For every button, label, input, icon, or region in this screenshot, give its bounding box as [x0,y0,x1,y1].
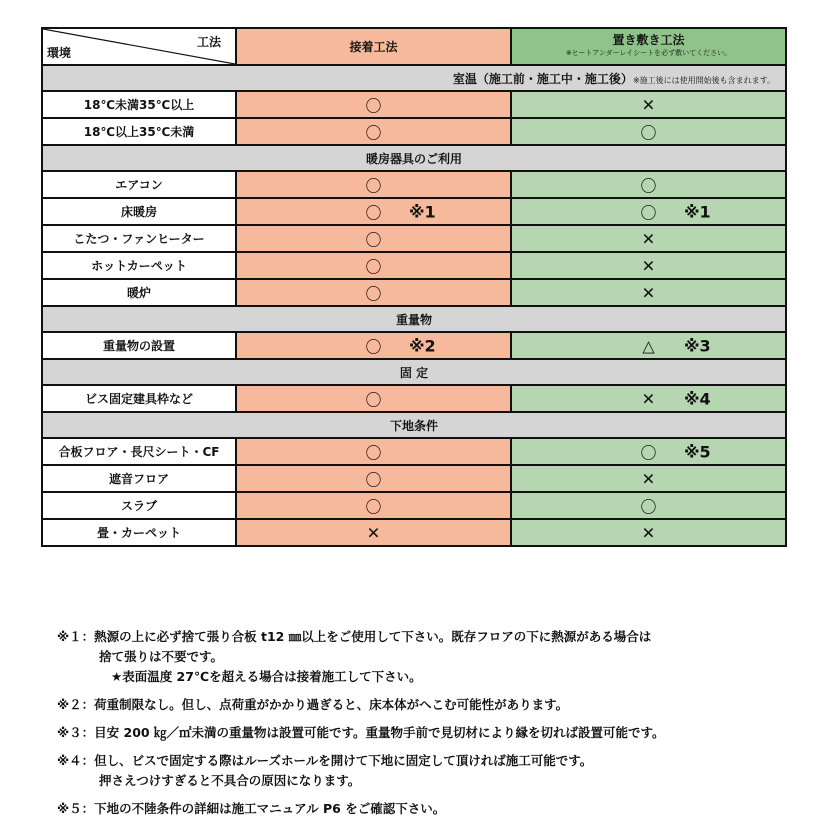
laying-symbol: 〇 [640,123,657,142]
adhesive-symbol: 〇 [365,390,382,409]
environment-label: こたつ・ファンヒーター [42,225,236,252]
section-header-row [42,359,786,385]
adhesive-mark [237,253,510,278]
adhesive-method-header: 接着工法 [236,28,511,65]
laying-footnote-ref: ※1 [683,202,711,221]
corner-environment-label: 環境 [47,46,72,60]
laying-cell [511,519,786,546]
footnote-4-line2: 押さえつけすぎると不具合の原因になります。 [99,773,361,788]
section-header-row [42,65,786,91]
laying-cell [511,465,786,492]
adhesive-cell [236,385,511,412]
section-title: 暖房器具のご利用 [365,151,462,166]
laying-symbol: 〇 [640,203,657,222]
adhesive-symbol: 〇 [365,337,382,356]
laying-cell [511,171,786,198]
laying-symbol: ✕ [641,95,656,114]
adhesive-symbol: 〇 [365,497,382,516]
adhesive-mark [237,280,510,305]
adhesive-cell [236,438,511,465]
table-header-row [42,28,786,65]
laying-method-title: 置き敷き工法 [612,32,685,47]
table-row [42,118,786,145]
laying-mark [512,520,785,545]
laying-mark [512,466,785,491]
table-row [42,385,786,412]
laying-mark [512,439,785,464]
environment-label: スラブ [42,492,236,519]
section-title: 下地条件 [389,418,438,433]
section-header [42,359,786,385]
table-row [42,465,786,492]
laying-cell [511,385,786,412]
adhesive-symbol: 〇 [365,230,382,249]
laying-mark [512,226,785,251]
laying-symbol: △ [642,336,655,355]
footnote-1-line3: ★表面温度 27℃を超える場合は接着施工して下さい。 [111,669,422,684]
table-row [42,171,786,198]
adhesive-symbol: 〇 [365,176,382,195]
environment-label: ホットカーペット [42,252,236,279]
environment-label: 遮音フロア [42,465,236,492]
section-note: ※施工後には使用開始後も含まれます。 [632,75,775,85]
laying-mark [512,92,785,117]
section-title: 固 定 [399,365,429,380]
adhesive-symbol: 〇 [365,257,382,276]
laying-cell [511,198,786,225]
adhesive-symbol: 〇 [365,123,382,142]
adhesive-mark [237,466,510,491]
laying-method-header [511,28,786,65]
laying-symbol: ✕ [641,283,656,302]
footnote-1-line2: 捨て張りは不要です。 [99,649,224,664]
environment-label: 18℃未満35℃以上 [42,91,236,118]
laying-mark [512,199,785,224]
adhesive-mark [237,493,510,518]
section-title: 室温（施工前・施工中・施工後） [452,71,633,86]
adhesive-cell [236,171,511,198]
section-header [42,412,786,438]
laying-method-note: ※ヒートアンダーレイシートを必ず敷いてください。 [565,48,732,57]
adhesive-mark [237,199,510,224]
adhesive-mark [237,386,510,411]
footnote-1-line1: ※１：熱源の上に必ず捨て張り合板 t12 ㎜以上をご使用して下さい。既存フロアの下に熱源がある場合は [57,629,652,644]
adhesive-cell [236,91,511,118]
laying-symbol: ✕ [641,523,656,542]
table-row [42,91,786,118]
laying-footnote-ref: ※4 [683,389,711,408]
laying-symbol: ✕ [641,389,656,408]
adhesive-cell [236,198,511,225]
section-header [42,306,786,332]
table-row [42,279,786,306]
laying-cell [511,91,786,118]
footnotes [57,627,807,819]
adhesive-mark [237,119,510,144]
laying-cell [511,492,786,519]
adhesive-symbol: 〇 [365,203,382,222]
environment-label: 18℃以上35℃未満 [42,118,236,145]
table-row [42,492,786,519]
adhesive-cell [236,332,511,359]
adhesive-symbol: ✕ [366,523,381,542]
laying-footnote-ref: ※3 [683,336,711,355]
adhesive-mark [237,172,510,197]
section-header [42,65,786,91]
laying-footnote-ref: ※5 [683,442,711,461]
environment-label: 重量物の設置 [42,332,236,359]
laying-cell [511,225,786,252]
adhesive-cell [236,492,511,519]
table-row [42,198,786,225]
section-title: 重量物 [395,312,432,327]
laying-symbol: ✕ [641,256,656,275]
adhesive-cell [236,279,511,306]
compatibility-table [41,27,787,547]
laying-cell [511,118,786,145]
laying-symbol: ✕ [641,229,656,248]
adhesive-footnote-ref: ※2 [408,336,436,355]
laying-symbol: 〇 [640,443,657,462]
laying-symbol: ✕ [641,469,656,488]
adhesive-symbol: 〇 [365,443,382,462]
corner-method-label: 工法 [196,35,221,49]
section-header-row [42,145,786,171]
adhesive-mark [237,92,510,117]
adhesive-symbol: 〇 [365,96,382,115]
adhesive-mark [237,439,510,464]
adhesive-mark [237,226,510,251]
laying-symbol: 〇 [640,497,657,516]
environment-label: エアコン [42,171,236,198]
adhesive-cell [236,465,511,492]
adhesive-footnote-ref: ※1 [408,202,436,221]
table-row [42,252,786,279]
laying-mark [512,253,785,278]
environment-label: 床暖房 [42,198,236,225]
adhesive-mark [237,520,510,545]
table-row [42,519,786,546]
corner-header-cell [42,28,236,65]
adhesive-mark [237,333,510,358]
laying-cell [511,279,786,306]
laying-cell [511,252,786,279]
adhesive-cell [236,252,511,279]
section-header [42,145,786,171]
laying-mark [512,119,785,144]
table-row [42,225,786,252]
section-header-row [42,306,786,332]
table-row [42,438,786,465]
laying-mark [512,172,785,197]
laying-cell [511,438,786,465]
adhesive-symbol: 〇 [365,284,382,303]
adhesive-cell [236,118,511,145]
footnote-3: ※３：目安 200 ㎏／㎡未満の重量物は設置可能です。重量物手前で見切材により縁を切れば設置可能です。 [57,725,665,740]
environment-label: 暖炉 [42,279,236,306]
table-row [42,332,786,359]
adhesive-cell [236,225,511,252]
adhesive-cell [236,519,511,546]
environment-label: ビス固定建具枠など [42,385,236,412]
laying-symbol: 〇 [640,176,657,195]
laying-mark [512,280,785,305]
laying-mark [512,333,785,358]
laying-cell [511,332,786,359]
environment-label: 合板フロア・長尺シート・CF [42,438,236,465]
section-header-row [42,412,786,438]
adhesive-symbol: 〇 [365,470,382,489]
footnote-2: ※２：荷重制限なし。但し、点荷重がかかり過ぎると、床本体がへこむ可能性があります。 [57,697,569,712]
footnote-4-line1: ※４：但し、ビスで固定する際はルーズホールを開けて下地に固定して頂ければ施工可能です。 [57,753,593,768]
footnote-5: ※５：下地の不陸条件の詳細は施工マニュアル P6 をご確認下さい。 [57,801,446,816]
laying-mark [512,493,785,518]
environment-label: 畳・カーペット [42,519,236,546]
laying-mark [512,386,785,411]
